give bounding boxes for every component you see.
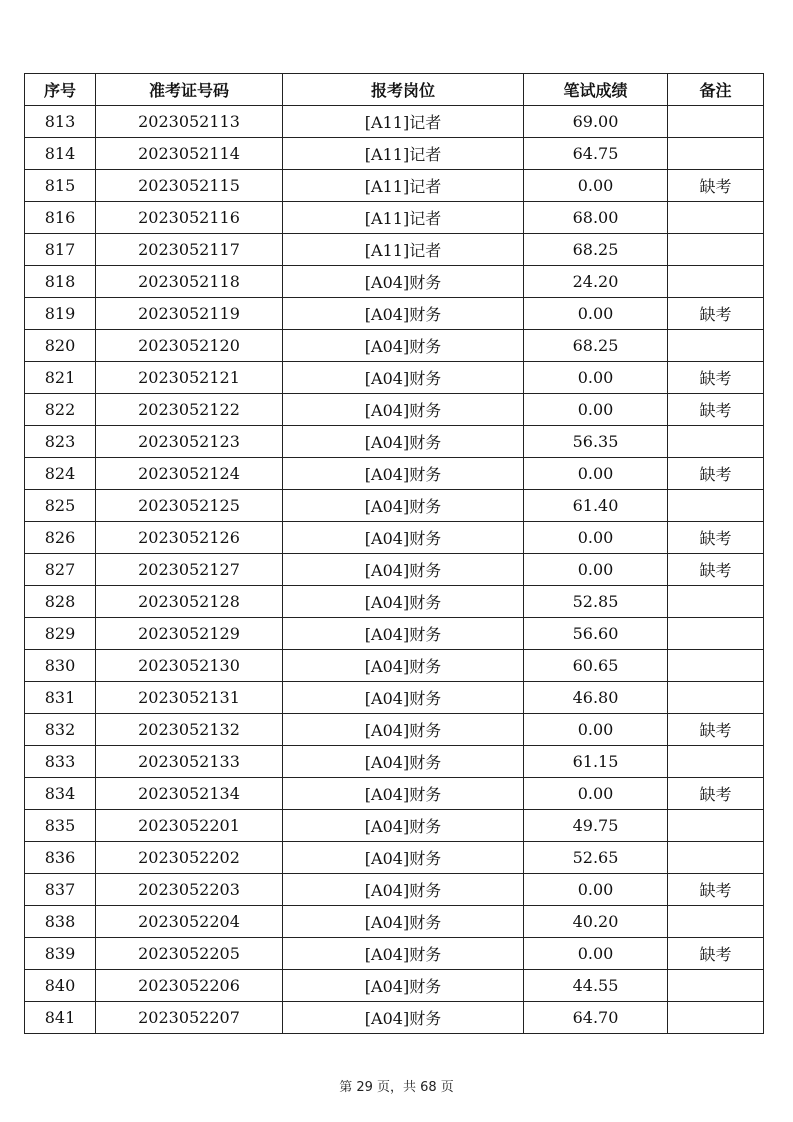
cell-applied-post: [A04]财务 (283, 426, 524, 458)
cell-note (668, 1002, 764, 1034)
cell-seq: 835 (25, 810, 96, 842)
cell-written-score: 24.20 (524, 266, 668, 298)
cell-applied-post: [A04]财务 (283, 618, 524, 650)
cell-applied-post: [A11]记者 (283, 170, 524, 202)
table-row (25, 298, 764, 330)
table-row (25, 202, 764, 234)
table-row (25, 490, 764, 522)
cell-seq: 836 (25, 842, 96, 874)
cell-seq: 823 (25, 426, 96, 458)
cell-ticket-number: 2023052204 (96, 906, 283, 938)
table-row (25, 362, 764, 394)
cell-seq: 822 (25, 394, 96, 426)
cell-note (668, 266, 764, 298)
cell-written-score: 64.70 (524, 1002, 668, 1034)
page-footer: 第 29 页，共 68 页 (339, 1080, 454, 1095)
table-row (25, 810, 764, 842)
cell-applied-post: [A11]记者 (283, 202, 524, 234)
cell-applied-post: [A04]财务 (283, 874, 524, 906)
table-row (25, 746, 764, 778)
cell-written-score: 56.60 (524, 618, 668, 650)
table-row (25, 970, 764, 1002)
cell-ticket-number: 2023052201 (96, 810, 283, 842)
cell-ticket-number: 2023052115 (96, 170, 283, 202)
cell-written-score: 0.00 (524, 170, 668, 202)
table-row (25, 426, 764, 458)
cell-applied-post: [A04]财务 (283, 554, 524, 586)
cell-note (668, 586, 764, 618)
cell-ticket-number: 2023052207 (96, 1002, 283, 1034)
cell-seq: 814 (25, 138, 96, 170)
cell-seq: 838 (25, 906, 96, 938)
cell-applied-post: [A04]财务 (283, 938, 524, 970)
cell-seq: 818 (25, 266, 96, 298)
cell-applied-post: [A11]记者 (283, 138, 524, 170)
cell-note (668, 746, 764, 778)
table-body (25, 106, 764, 1034)
cell-applied-post: [A04]财务 (283, 490, 524, 522)
cell-applied-post: [A04]财务 (283, 746, 524, 778)
cell-written-score: 46.80 (524, 682, 668, 714)
cell-seq: 829 (25, 618, 96, 650)
cell-note (668, 426, 764, 458)
header-ticket-number: 准考证号码 (96, 74, 283, 106)
cell-written-score: 0.00 (524, 394, 668, 426)
cell-seq: 841 (25, 1002, 96, 1034)
cell-applied-post: [A04]财务 (283, 522, 524, 554)
cell-ticket-number: 2023052122 (96, 394, 283, 426)
cell-applied-post: [A04]财务 (283, 778, 524, 810)
cell-note (668, 842, 764, 874)
table-row (25, 906, 764, 938)
cell-ticket-number: 2023052117 (96, 234, 283, 266)
cell-note (668, 106, 764, 138)
cell-seq: 816 (25, 202, 96, 234)
cell-applied-post: [A04]财务 (283, 266, 524, 298)
cell-applied-post: [A04]财务 (283, 810, 524, 842)
cell-written-score: 0.00 (524, 298, 668, 330)
cell-note (668, 970, 764, 1002)
cell-ticket-number: 2023052113 (96, 106, 283, 138)
cell-seq: 813 (25, 106, 96, 138)
cell-ticket-number: 2023052132 (96, 714, 283, 746)
cell-seq: 828 (25, 586, 96, 618)
cell-applied-post: [A04]财务 (283, 586, 524, 618)
table-row (25, 170, 764, 202)
cell-applied-post: [A04]财务 (283, 970, 524, 1002)
table-row (25, 650, 764, 682)
cell-written-score: 0.00 (524, 938, 668, 970)
cell-seq: 817 (25, 234, 96, 266)
cell-note (668, 618, 764, 650)
table-row (25, 234, 764, 266)
cell-applied-post: [A04]财务 (283, 362, 524, 394)
cell-seq: 834 (25, 778, 96, 810)
table-row (25, 778, 764, 810)
cell-seq: 821 (25, 362, 96, 394)
cell-applied-post: [A04]财务 (283, 714, 524, 746)
cell-written-score: 44.55 (524, 970, 668, 1002)
header-note: 备注 (668, 74, 764, 106)
header-written-score: 笔试成绩 (524, 74, 668, 106)
cell-note (668, 330, 764, 362)
table-row (25, 682, 764, 714)
cell-applied-post: [A11]记者 (283, 106, 524, 138)
table-header-row (25, 74, 764, 106)
table-row (25, 938, 764, 970)
cell-note: 缺考 (668, 938, 764, 970)
cell-note (668, 650, 764, 682)
cell-applied-post: [A04]财务 (283, 842, 524, 874)
table-row (25, 138, 764, 170)
cell-applied-post: [A04]财务 (283, 1002, 524, 1034)
cell-ticket-number: 2023052123 (96, 426, 283, 458)
cell-ticket-number: 2023052126 (96, 522, 283, 554)
cell-written-score: 64.75 (524, 138, 668, 170)
cell-ticket-number: 2023052127 (96, 554, 283, 586)
cell-ticket-number: 2023052205 (96, 938, 283, 970)
table-row (25, 554, 764, 586)
cell-written-score: 0.00 (524, 362, 668, 394)
cell-ticket-number: 2023052119 (96, 298, 283, 330)
cell-note: 缺考 (668, 298, 764, 330)
cell-written-score: 52.65 (524, 842, 668, 874)
cell-applied-post: [A04]财务 (283, 906, 524, 938)
cell-ticket-number: 2023052124 (96, 458, 283, 490)
cell-written-score: 0.00 (524, 458, 668, 490)
table-row (25, 458, 764, 490)
cell-note (668, 202, 764, 234)
cell-note: 缺考 (668, 362, 764, 394)
cell-written-score: 0.00 (524, 874, 668, 906)
cell-note: 缺考 (668, 778, 764, 810)
cell-written-score: 49.75 (524, 810, 668, 842)
cell-ticket-number: 2023052120 (96, 330, 283, 362)
cell-written-score: 0.00 (524, 714, 668, 746)
cell-written-score: 60.65 (524, 650, 668, 682)
cell-applied-post: [A04]财务 (283, 650, 524, 682)
table-row (25, 1002, 764, 1034)
cell-seq: 827 (25, 554, 96, 586)
cell-ticket-number: 2023052116 (96, 202, 283, 234)
table-row (25, 586, 764, 618)
cell-ticket-number: 2023052131 (96, 682, 283, 714)
cell-written-score: 68.00 (524, 202, 668, 234)
cell-written-score: 40.20 (524, 906, 668, 938)
cell-seq: 820 (25, 330, 96, 362)
cell-note (668, 810, 764, 842)
cell-applied-post: [A11]记者 (283, 234, 524, 266)
cell-ticket-number: 2023052128 (96, 586, 283, 618)
cell-applied-post: [A04]财务 (283, 394, 524, 426)
table-row (25, 842, 764, 874)
cell-written-score: 0.00 (524, 778, 668, 810)
header-applied-post: 报考岗位 (283, 74, 524, 106)
cell-ticket-number: 2023052206 (96, 970, 283, 1002)
cell-written-score: 68.25 (524, 234, 668, 266)
cell-ticket-number: 2023052118 (96, 266, 283, 298)
table-row (25, 330, 764, 362)
cell-note: 缺考 (668, 170, 764, 202)
table-row (25, 714, 764, 746)
cell-ticket-number: 2023052114 (96, 138, 283, 170)
cell-ticket-number: 2023052121 (96, 362, 283, 394)
table-row (25, 874, 764, 906)
cell-seq: 826 (25, 522, 96, 554)
cell-ticket-number: 2023052130 (96, 650, 283, 682)
cell-note: 缺考 (668, 458, 764, 490)
cell-written-score: 69.00 (524, 106, 668, 138)
cell-note: 缺考 (668, 394, 764, 426)
cell-note (668, 682, 764, 714)
cell-ticket-number: 2023052125 (96, 490, 283, 522)
cell-ticket-number: 2023052129 (96, 618, 283, 650)
cell-ticket-number: 2023052203 (96, 874, 283, 906)
cell-applied-post: [A04]财务 (283, 682, 524, 714)
cell-note (668, 906, 764, 938)
cell-note (668, 234, 764, 266)
cell-applied-post: [A04]财务 (283, 458, 524, 490)
cell-note: 缺考 (668, 554, 764, 586)
cell-written-score: 68.25 (524, 330, 668, 362)
table-row (25, 106, 764, 138)
cell-applied-post: [A04]财务 (283, 298, 524, 330)
cell-ticket-number: 2023052134 (96, 778, 283, 810)
table-row (25, 522, 764, 554)
cell-note: 缺考 (668, 522, 764, 554)
cell-seq: 833 (25, 746, 96, 778)
score-table (24, 73, 764, 1034)
cell-seq: 832 (25, 714, 96, 746)
cell-note (668, 490, 764, 522)
cell-applied-post: [A04]财务 (283, 330, 524, 362)
table-row (25, 618, 764, 650)
cell-ticket-number: 2023052133 (96, 746, 283, 778)
cell-seq: 815 (25, 170, 96, 202)
cell-written-score: 61.40 (524, 490, 668, 522)
cell-written-score: 56.35 (524, 426, 668, 458)
cell-seq: 830 (25, 650, 96, 682)
cell-seq: 831 (25, 682, 96, 714)
cell-seq: 837 (25, 874, 96, 906)
table-row (25, 394, 764, 426)
cell-written-score: 61.15 (524, 746, 668, 778)
cell-seq: 824 (25, 458, 96, 490)
header-seq: 序号 (25, 74, 96, 106)
cell-note: 缺考 (668, 714, 764, 746)
cell-ticket-number: 2023052202 (96, 842, 283, 874)
cell-seq: 819 (25, 298, 96, 330)
cell-note: 缺考 (668, 874, 764, 906)
cell-written-score: 0.00 (524, 522, 668, 554)
cell-seq: 839 (25, 938, 96, 970)
table-row (25, 266, 764, 298)
cell-note (668, 138, 764, 170)
cell-written-score: 52.85 (524, 586, 668, 618)
cell-written-score: 0.00 (524, 554, 668, 586)
cell-seq: 840 (25, 970, 96, 1002)
cell-seq: 825 (25, 490, 96, 522)
